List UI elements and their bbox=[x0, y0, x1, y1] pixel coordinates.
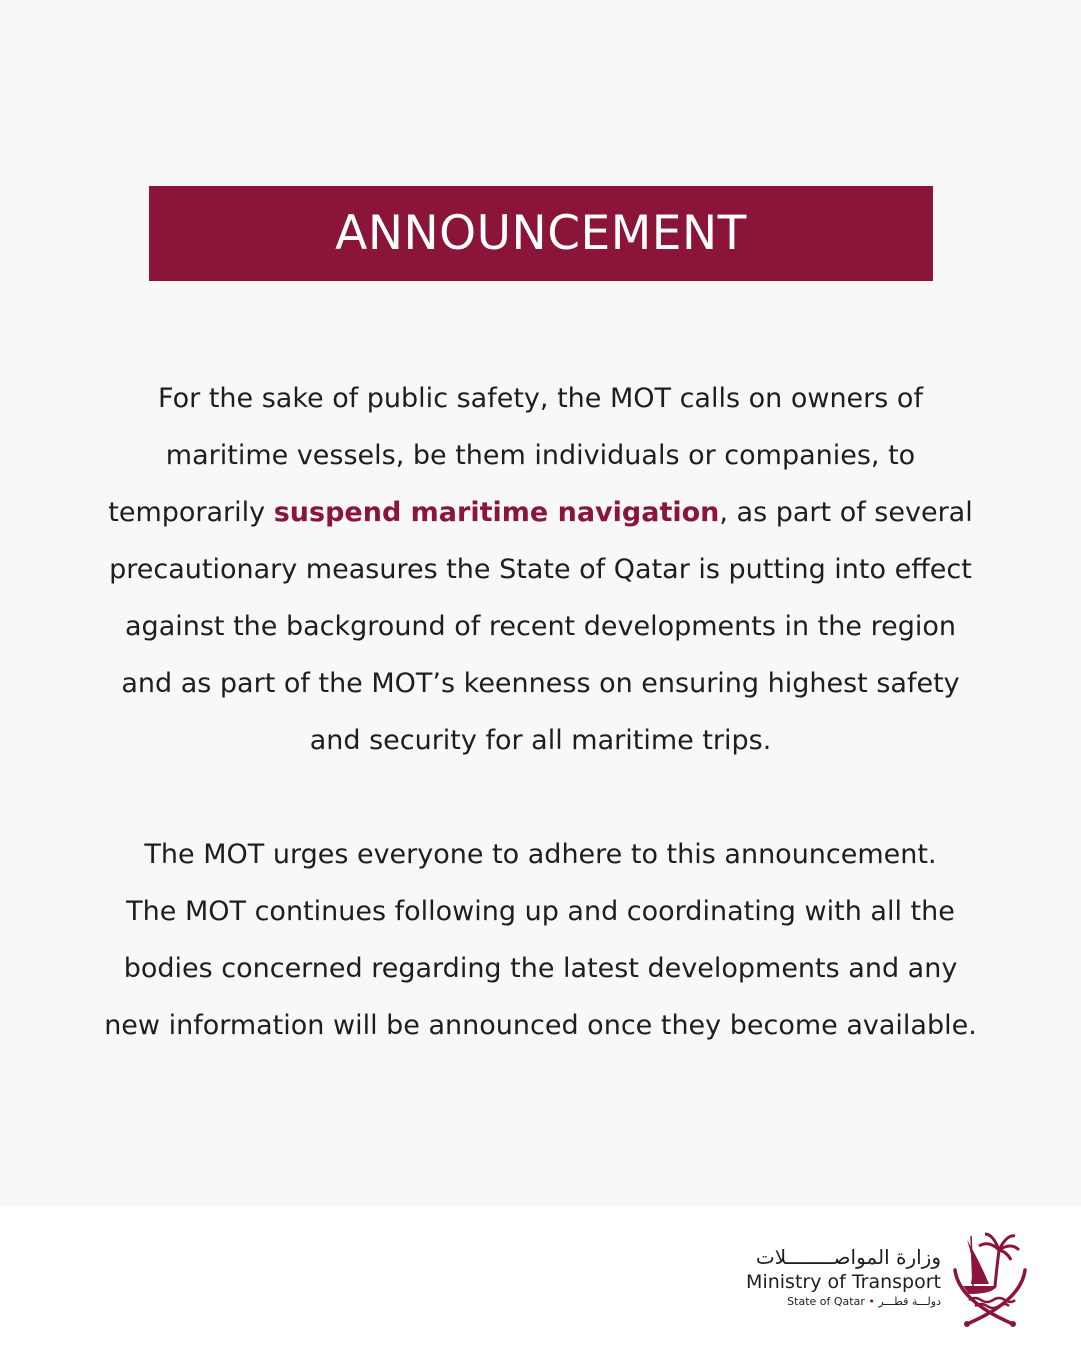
paragraph-line: and as part of the MOT’s keenness on ensuring highest safety bbox=[121, 668, 960, 699]
paragraph-line: and security for all maritime trips. bbox=[309, 725, 772, 756]
ministry-logo bbox=[746, 1226, 1031, 1328]
logo-state-ar: دولـــة قطـــر bbox=[878, 1295, 941, 1308]
paragraph-line: For the sake of public safety, the MOT calls on owners of bbox=[158, 383, 923, 414]
highlighted-phrase: suspend maritime navigation bbox=[273, 497, 720, 528]
paragraph-text: temporarily bbox=[108, 497, 274, 528]
paragraph-line: against the background of recent developments in the region bbox=[125, 611, 956, 642]
paragraph-text: , as part of several bbox=[719, 497, 973, 528]
paragraph-line: precautionary measures the State of Qatar is putting into effect bbox=[109, 554, 972, 585]
paragraph-line: bodies concerned regarding the latest developments and any bbox=[123, 953, 958, 984]
logo-state-en: State of Qatar bbox=[787, 1295, 865, 1308]
paragraph-line: The MOT urges everyone to adhere to this announcement. bbox=[144, 839, 937, 870]
paragraph-line: maritime vessels, be them individuals or companies, to bbox=[165, 440, 916, 471]
dot-separator: • bbox=[868, 1295, 875, 1308]
paragraph-line: The MOT continues following up and coordinating with all the bbox=[126, 896, 955, 927]
logo-text-block bbox=[746, 1244, 941, 1310]
announcement-paragraph-2 bbox=[60, 826, 1021, 1054]
announcement-banner bbox=[149, 186, 933, 281]
announcement-paragraph-1 bbox=[60, 370, 1021, 769]
logo-state-line bbox=[787, 1294, 941, 1310]
qatar-emblem-icon bbox=[949, 1226, 1031, 1328]
paragraph-line bbox=[60, 484, 1021, 541]
logo-arabic-name: وزارة المواصــــــــلات bbox=[755, 1245, 941, 1269]
banner-title: ANNOUNCEMENT bbox=[335, 206, 747, 261]
paragraph-line: new information will be announced once they become available. bbox=[104, 1010, 977, 1041]
logo-english-name: Ministry of Transport bbox=[746, 1271, 941, 1293]
